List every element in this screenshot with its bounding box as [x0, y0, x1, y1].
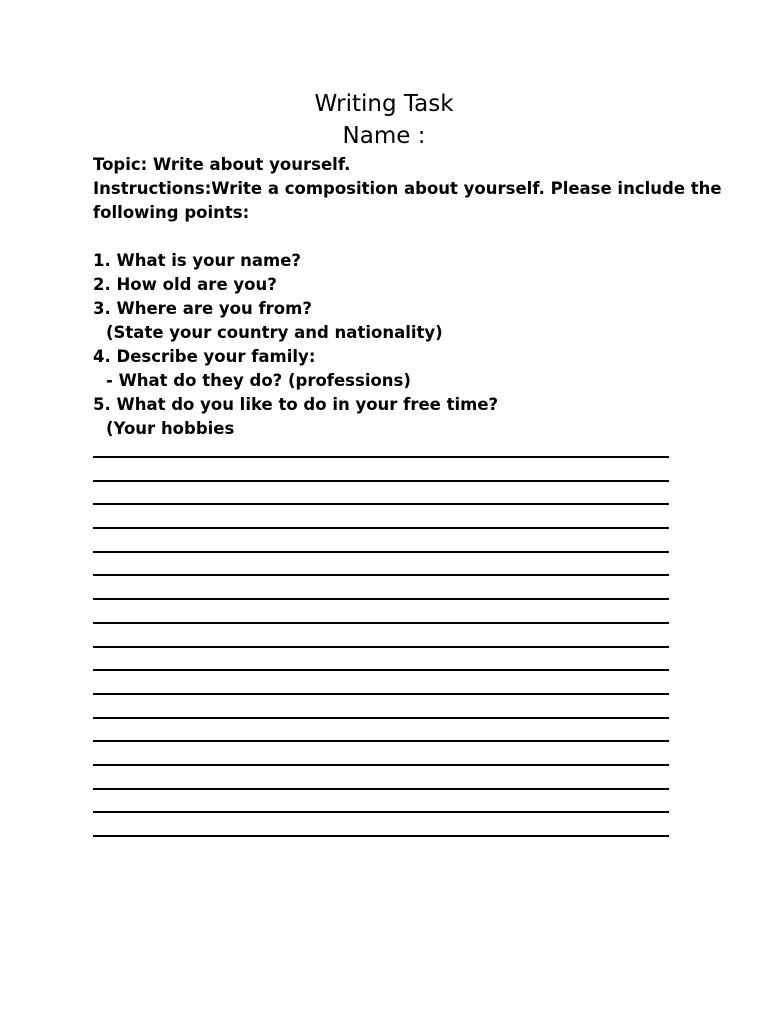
name-label: Name : [342, 123, 426, 149]
writing-line[interactable] [93, 788, 669, 812]
writing-line[interactable] [93, 693, 669, 717]
point-4-note: - What do they do? (professions) [106, 371, 411, 390]
point-5: 5. What do you like to do in your free time? [93, 395, 499, 414]
writing-line[interactable] [93, 740, 669, 764]
instructions-line-2: following points: [93, 203, 250, 222]
writing-line[interactable] [93, 527, 669, 551]
writing-line[interactable] [93, 669, 669, 693]
spacer [93, 225, 693, 249]
task-description [93, 153, 722, 441]
writing-line[interactable] [93, 551, 669, 575]
writing-line[interactable] [93, 456, 669, 480]
writing-line[interactable] [93, 503, 669, 527]
topic-line: Topic: Write about yourself. [93, 155, 351, 174]
point-5-note: (Your hobbies [106, 419, 235, 438]
writing-line[interactable] [93, 598, 669, 622]
point-1: 1. What is your name? [93, 251, 301, 270]
writing-line[interactable] [93, 646, 669, 670]
writing-line[interactable] [93, 811, 669, 835]
writing-line[interactable] [93, 717, 669, 741]
point-3: 3. Where are you from? [93, 299, 312, 318]
writing-line[interactable] [93, 764, 669, 788]
point-3-note: (State your country and nationality) [106, 323, 443, 342]
writing-lines[interactable] [93, 456, 669, 859]
instructions-line-1: Instructions:Write a composition about yourself. Please include the [93, 179, 722, 198]
writing-line[interactable] [93, 835, 669, 859]
writing-line[interactable] [93, 574, 669, 598]
document-title: Writing Task [314, 91, 454, 117]
writing-line[interactable] [93, 480, 669, 504]
writing-line[interactable] [93, 622, 669, 646]
point-4: 4. Describe your family: [93, 347, 316, 366]
point-2: 2. How old are you? [93, 275, 277, 294]
